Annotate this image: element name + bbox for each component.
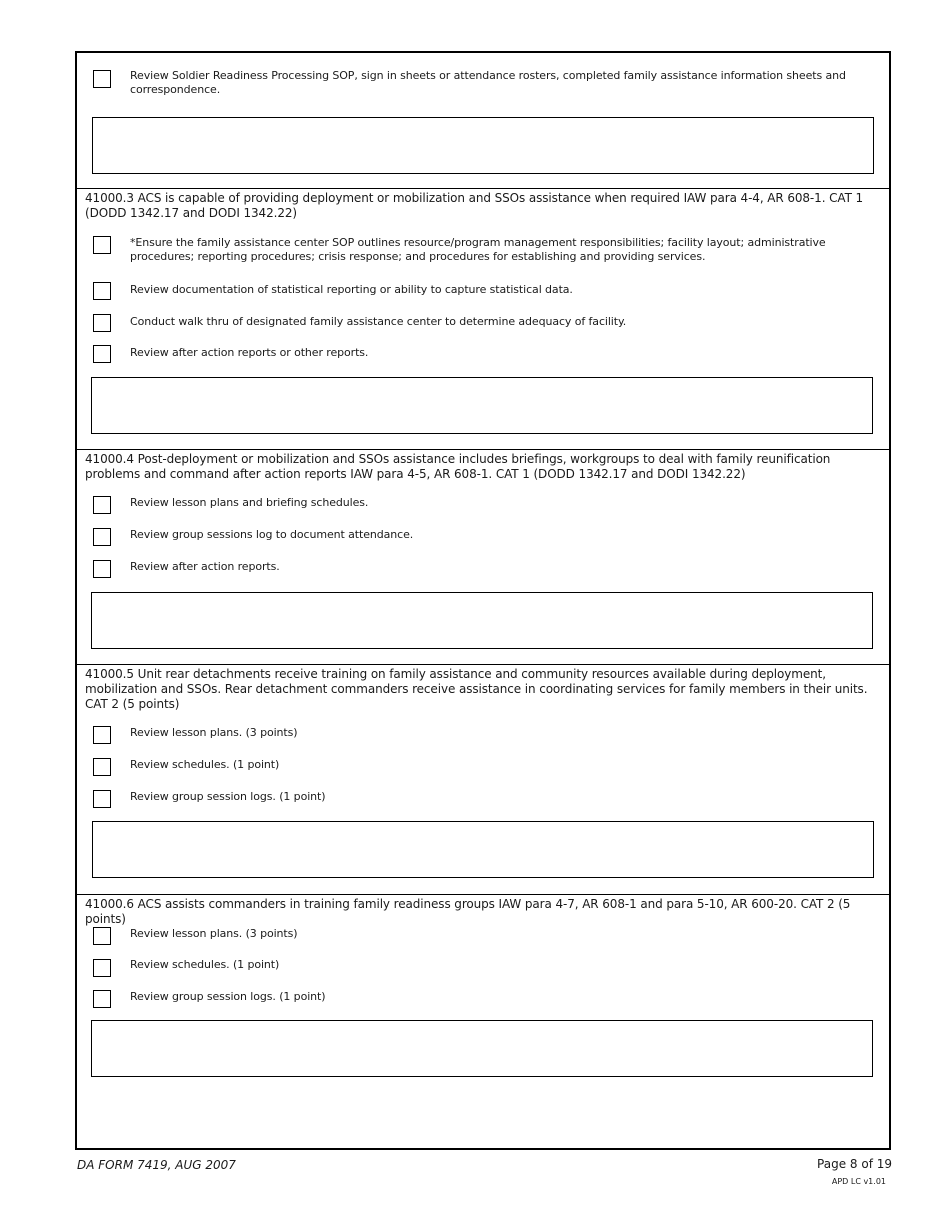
item-text: Review lesson plans and briefing schedules. [130, 496, 369, 509]
item-text: Review Soldier Readiness Processing SOP, sign in sheets or attendance rosters, completed family assistance information sheets and correspondence. [130, 69, 846, 96]
item-text: Review lesson plans. (3 points) [130, 726, 298, 739]
item-text: Review schedules. (1 point) [130, 958, 280, 971]
checkbox[interactable] [93, 758, 111, 776]
item-text: Review group session logs. (1 point) [130, 790, 326, 803]
item-text: Review group session logs. (1 point) [130, 990, 326, 1003]
checkbox[interactable] [93, 790, 111, 808]
item-text: Review after action reports or other reports. [130, 346, 369, 359]
section-41000-6 [77, 895, 889, 1148]
page-number: Page 8 of 19 [817, 1157, 892, 1171]
section-41000-5 [77, 665, 889, 895]
section-header: 41000.6 ACS assists commanders in training family readiness groups IAW para 4-7, AR 608-1 and para 5-10, AR 600-20. CAT 2 (5 points) [85, 897, 851, 926]
item-text: Review documentation of statistical reporting or ability to capture statistical data. [130, 283, 573, 296]
section-continuation [77, 53, 889, 189]
checkbox[interactable] [93, 314, 111, 332]
checkbox[interactable] [93, 726, 111, 744]
remarks-box[interactable] [92, 117, 874, 174]
section-41000-4 [77, 450, 889, 665]
remarks-box[interactable] [91, 592, 873, 649]
section-41000-3 [77, 189, 889, 450]
checkbox[interactable] [93, 345, 111, 363]
form-identifier: DA FORM 7419, AUG 2007 [77, 1158, 236, 1172]
item-text: Review schedules. (1 point) [130, 758, 280, 771]
version-label: APD LC v1.01 [831, 1177, 886, 1186]
checkbox[interactable] [93, 70, 111, 88]
remarks-box[interactable] [91, 377, 873, 434]
checkbox[interactable] [93, 496, 111, 514]
checkbox[interactable] [93, 959, 111, 977]
checkbox[interactable] [93, 927, 111, 945]
checkbox[interactable] [93, 528, 111, 546]
item-text: Review after action reports. [130, 560, 280, 573]
section-header: 41000.3 ACS is capable of providing deployment or mobilization and SSOs assistance when required IAW para 4-4, AR 608-1. CAT 1 (DODD 1342.17 and DODI 1342.22) [85, 191, 864, 220]
form-frame [75, 51, 891, 1150]
section-header: 41000.5 Unit rear detachments receive training on family assistance and community resources available during deployment, mobilization and SSOs. Rear detachment commanders receive assistance in coordinating services for family members in their units. CAT 2 (5 points) [85, 667, 868, 711]
item-text: *Ensure the family assistance center SOP outlines resource/program management responsibilities; facility layout; administrative procedures; reporting procedures; crisis response; and procedures for establishing and providing services. [130, 236, 826, 263]
item-text: Review lesson plans. (3 points) [130, 927, 298, 940]
checkbox[interactable] [93, 282, 111, 300]
item-text: Review group sessions log to document attendance. [130, 528, 414, 541]
checkbox[interactable] [93, 560, 111, 578]
remarks-box[interactable] [91, 1020, 873, 1077]
section-header: 41000.4 Post-deployment or mobilization and SSOs assistance includes briefings, workgroups to deal with family reunification problems and command after action reports IAW para 4-5, AR 608-1. CAT 1 (DODD 1342.17 and DODI 1342.22) [85, 452, 831, 481]
checkbox[interactable] [93, 990, 111, 1008]
checkbox[interactable] [93, 236, 111, 254]
remarks-box[interactable] [92, 821, 874, 878]
item-text: Conduct walk thru of designated family assistance center to determine adequacy of facility. [130, 315, 627, 328]
